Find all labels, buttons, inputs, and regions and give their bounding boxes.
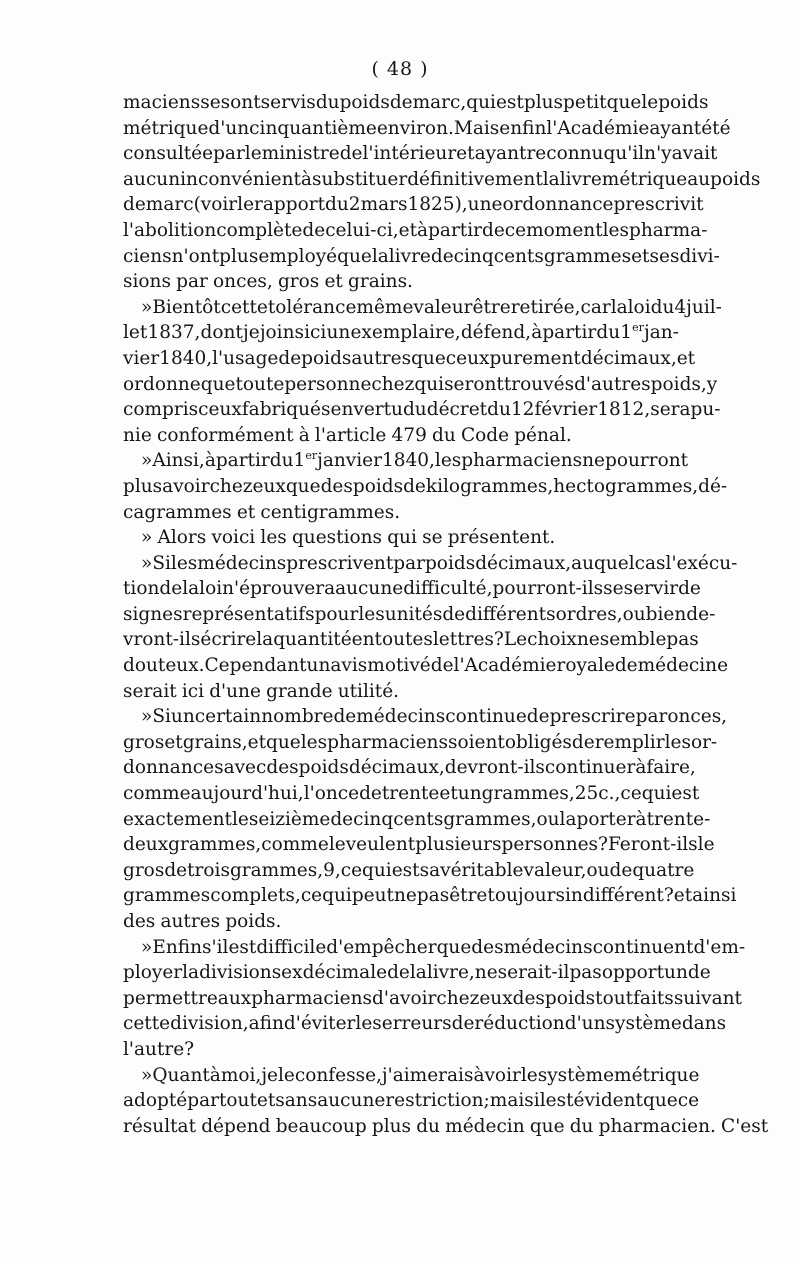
paragraph <box>123 1063 769 1140</box>
text-line: permettre aux pharmaciens d'avoir chez eux des poids tout faits suivant <box>123 987 742 1009</box>
text-line: serait ici d'une grande utilité. <box>123 680 400 702</box>
text-line: douteux. Cependant un avis motivé de l'Académie royale de médecine <box>123 655 729 677</box>
text-line: l'autre? <box>123 1038 195 1060</box>
page-number: ( 48 ) <box>371 58 429 80</box>
text-line: maciens se sont servis du poids de marc, qui est plus petit que le poids <box>123 92 709 113</box>
paragraph <box>123 525 679 551</box>
text-line: » Quant à moi, je le confesse, j'aimerais à voir le système métrique <box>141 1064 700 1086</box>
paragraph <box>123 551 738 705</box>
text-line: cagrammes et centigrammes. <box>123 501 401 523</box>
text-line: » Bientôt cette tolérance même valeur être retirée, car la loi du 4 juil- <box>141 296 722 318</box>
paragraph <box>123 448 728 525</box>
text-line: » Enfin s'il est difficile d'empêcher que des médecins continuent d'em- <box>141 936 746 958</box>
text-line: plus avoir chez eux que des poids de kilogrammes, hectogrammes, dé- <box>123 475 728 497</box>
text-line: cette division, afin d'éviter les erreurs de réduction d'un système dans <box>123 1013 727 1035</box>
text-line: » Si les médecins prescrivent par poids décimaux, auquel cas l'exécu- <box>141 552 738 574</box>
text-line: gros de trois grammes, 9, ce qui est sa véritable valeur, ou de quatre <box>123 859 695 881</box>
text-line: adopté partout et sans aucune restriction; mais il est évident que ce <box>123 1090 700 1112</box>
text-line: aucun inconvénient à substituer définitivement la livre métrique au poids <box>123 168 761 190</box>
text-line: » Ainsi, à partir du 1er janvier 1840, les pharmaciens ne pourront <box>141 449 689 472</box>
paragraph <box>123 935 746 1063</box>
text-line: tion de la loi n'éprouvera aucune difficulté, pourront-ils se servir de <box>123 578 701 600</box>
text-line: sions par onces, gros et grains. <box>123 271 413 293</box>
text-line: gros et grains, et que les pharmaciens soient obligés de remplir les or- <box>123 731 718 753</box>
text-line: vront-ils écrire la quantité en toutes lettres? Le choix ne semble pas <box>123 629 699 651</box>
text-line: l'abolition complète de celui-ci, et à partir de ce moment les pharma- <box>123 219 708 241</box>
text-line: » Si un certain nombre de médecins continue de prescrire par onces, <box>141 706 728 728</box>
text-line: de marc (voir le rapport du 2 mars 1825), une ordonnance prescrivit <box>123 194 704 216</box>
text-line: signes représentatifs pour les unités de différents ordres, ou bien de- <box>123 603 716 625</box>
text-line: résultat dépend beaucoup plus du médecin que du pharmacien. C'est <box>123 1115 769 1137</box>
text-line: métrique d'un cinquantième environ. Mais enfin l'Académie ayant été <box>123 117 731 139</box>
paragraph <box>123 704 737 934</box>
text-line: consultée par le ministre de l'intérieur et ayant reconnu qu'il n'y avait <box>123 143 718 165</box>
text-line: des autres poids. <box>123 911 282 932</box>
text-line: ployer la division sexdécimale de la livre, ne serait-il pas opportun de <box>123 962 711 984</box>
text-line: ciens n'ont plus employé que la livre de cinq cents grammes et ses divi- <box>123 245 720 267</box>
body-text <box>123 90 769 1139</box>
text-line: donnances avec des poids décimaux, devront-ils continuer à faire, <box>123 757 696 779</box>
text-line: » Alors voici les questions qui se présentent. <box>141 527 556 549</box>
text-line: exactement le seizième de cinq cents grammes, ou la porter à trente- <box>123 808 711 830</box>
text-line: let 1837, dont je joins ici un exemplaire, défend, à partir du 1er jan- <box>123 321 679 344</box>
text-line: nie conformément à l'article 479 du Code pénal. <box>123 424 572 446</box>
text-line: comme aujourd'hui, l'once de trente et un grammes, 25 c., ce qui est <box>123 783 700 805</box>
text-line: vier 1840, l'usage de poids autres que ceux purement décimaux, et <box>123 347 696 369</box>
text-line: deux grammes, comme le veulent plusieurs personnes? Feront-ils le <box>123 834 715 856</box>
text-line: grammes complets, ce qui peut ne pas être toujours indifférent? et ainsi <box>123 885 737 907</box>
text-line: ordonne que toute personne chez qui seront trouvés d'autres poids, y <box>123 373 718 395</box>
paragraph <box>123 295 722 449</box>
paragraph <box>123 90 761 295</box>
text-line: compris ceux fabriqués en vertu du décret du 12 février 1812, sera pu- <box>123 399 721 421</box>
